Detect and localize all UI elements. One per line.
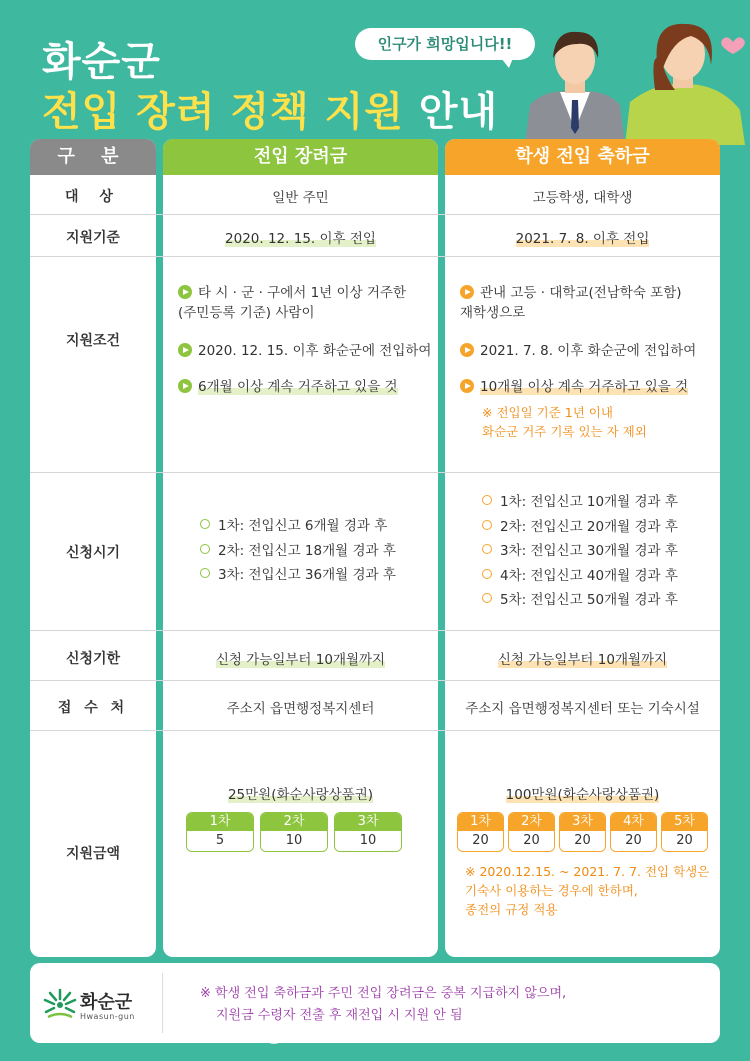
play-bullet-icon	[460, 379, 474, 393]
circle-bullet-icon	[482, 520, 492, 530]
row-divider	[30, 730, 720, 731]
installment-label: 3차	[335, 813, 401, 831]
condition-text: 관내 고등 · 대학교(전남학숙 포함) 재학생으로	[460, 285, 682, 321]
installment-box	[186, 812, 254, 852]
installment-label: 3차	[560, 813, 605, 831]
deadline-resident: 신청 가능일부터 10개월까지	[215, 652, 386, 668]
circle-bullet-icon	[482, 569, 492, 579]
amount-resident-wrap	[163, 783, 438, 803]
row-divider	[30, 630, 720, 631]
condition-item	[178, 283, 433, 323]
installment-box	[508, 812, 555, 852]
installment-value: 10	[335, 831, 401, 851]
title-highlight: 전입 장려 정책 지원	[42, 89, 404, 135]
installment-box	[559, 812, 606, 852]
basis-resident: 2020. 12. 15. 이후 전입	[225, 231, 376, 247]
timing-text: 1차: 전입신고 10개월 경과 후	[500, 494, 678, 510]
list-item	[200, 563, 396, 588]
row-label-office: 접 수 처	[57, 700, 129, 716]
installment-label: 1차	[187, 813, 253, 831]
list-item	[482, 564, 678, 589]
condition-item	[178, 377, 398, 397]
footer-divider	[162, 973, 163, 1033]
basis-student-wrap	[445, 227, 720, 247]
row-divider	[30, 256, 720, 257]
installment-value: 20	[458, 831, 503, 851]
logo-subtitle: Hwasun-gun	[80, 1012, 135, 1021]
installment-value: 5	[187, 831, 253, 851]
installment-box	[334, 812, 402, 852]
resident-header: 전입 장려금	[163, 139, 438, 175]
list-item	[482, 490, 678, 515]
condition-item	[460, 377, 688, 397]
play-bullet-icon	[178, 343, 192, 357]
condition-text: 10개월 이상 계속 거주하고 있을 것	[480, 379, 689, 395]
amount-student-wrap	[445, 783, 720, 803]
timing-student-list	[482, 490, 678, 613]
circle-bullet-icon	[482, 495, 492, 505]
amount-student-total: 100만원(화순사랑상품권)	[505, 787, 660, 803]
row-label-timing: 신청시기	[65, 545, 121, 561]
installment-value: 20	[509, 831, 554, 851]
installment-value: 10	[261, 831, 327, 851]
slogan-bubble: 인구가 희망입니다!!	[355, 28, 535, 60]
timing-text: 3차: 전입신고 30개월 경과 후	[500, 543, 678, 559]
list-item	[200, 514, 396, 539]
installment-box	[610, 812, 657, 852]
logo-name: 화순군	[80, 992, 133, 1013]
target-student: 고등학생, 대학생	[532, 190, 633, 206]
row-label-amount: 지원금액	[65, 846, 121, 862]
amount-note: ※ 2020.12.15. ~ 2021. 7. 7. 전입 학생은 기숙사 이용하는 경우에 한하며, 종전의 규정 적용	[465, 864, 710, 917]
deadline-resident-wrap	[163, 648, 438, 668]
installment-label: 2차	[509, 813, 554, 831]
people-illustration	[505, 20, 750, 145]
basis-student: 2021. 7. 8. 이후 전입	[515, 231, 650, 247]
circle-bullet-icon	[200, 519, 210, 529]
installment-label: 4차	[611, 813, 656, 831]
installment-box	[661, 812, 708, 852]
watermark: 화순군민신문	[290, 1022, 401, 1043]
circle-bullet-icon	[200, 568, 210, 578]
play-bullet-icon	[460, 343, 474, 357]
amount-resident-total: 25만원(화순사랑상품권)	[227, 787, 374, 803]
footer-note-line2: 지원금 수령자 전출 후 재전입 시 지원 안 됨	[216, 1008, 463, 1023]
condition-item	[460, 283, 715, 323]
office-resident: 주소지 읍면행정복지센터	[226, 701, 375, 717]
installment-label: 2차	[261, 813, 327, 831]
condition-text: 타 시 · 군 · 구에서 1년 이상 거주한 (주민등록 기준) 사람이	[178, 285, 406, 321]
footer-note-line1: ※ 학생 전입 축하금과 주민 전입 장려금은 중복 지급하지 않으며,	[200, 986, 567, 1001]
condition-text: 2021. 7. 8. 이후 화순군에 전입하여	[480, 343, 697, 359]
row-label-deadline: 신청기한	[65, 651, 121, 667]
timing-text: 2차: 전입신고 20개월 경과 후	[500, 518, 678, 535]
timing-text: 1차: 전입신고 6개월 경과 후	[218, 518, 388, 534]
row-divider	[30, 680, 720, 681]
circle-bullet-icon	[482, 544, 492, 554]
list-item	[482, 515, 678, 540]
installment-label: 1차	[458, 813, 503, 831]
installment-label: 5차	[662, 813, 707, 831]
list-item	[200, 539, 396, 564]
condition-item	[460, 341, 696, 361]
play-bullet-icon	[178, 285, 192, 299]
row-divider	[30, 214, 720, 215]
timing-text: 4차: 전입신고 40개월 경과 후	[500, 567, 678, 584]
installment-box	[457, 812, 504, 852]
condition-text: 6개월 이상 계속 거주하고 있을 것	[198, 379, 398, 395]
circle-bullet-icon	[482, 593, 492, 603]
timing-text: 5차: 전입신고 50개월 경과 후	[500, 592, 678, 608]
list-item	[482, 588, 678, 613]
play-bullet-icon	[460, 285, 474, 299]
row-label-conditions: 지원조건	[65, 333, 121, 349]
page-title-line2	[42, 80, 498, 137]
label-header: 구 분	[30, 139, 156, 175]
condition-item	[178, 341, 431, 361]
row-label-target: 대 상	[65, 189, 121, 205]
installment-value: 20	[560, 831, 605, 851]
list-item	[482, 539, 678, 564]
timing-resident-list	[200, 514, 396, 588]
deadline-student: 신청 가능일부터 10개월까지	[497, 652, 668, 668]
row-label-basis: 지원기준	[65, 230, 121, 246]
deadline-student-wrap	[445, 648, 720, 668]
watermark-icon	[262, 1020, 286, 1044]
circle-bullet-icon	[200, 544, 210, 554]
condition-note: ※ 전입일 기준 1년 이내 화순군 거주 기록 있는 자 제외	[482, 405, 647, 439]
title-rest: 안내	[403, 89, 499, 135]
condition-text: 2020. 12. 15. 이후 화순군에 전입하여	[198, 343, 432, 359]
installment-value: 20	[611, 831, 656, 851]
timing-text: 3차: 전입신고 36개월 경과 후	[218, 567, 396, 583]
timing-text: 2차: 전입신고 18개월 경과 후	[218, 542, 396, 559]
installment-value: 20	[662, 831, 707, 851]
installment-box	[260, 812, 328, 852]
play-bullet-icon	[178, 379, 192, 393]
office-student: 주소지 읍면행정복지센터 또는 기숙시설	[465, 701, 700, 717]
page-title-line1: 화순군	[42, 39, 161, 85]
target-resident: 일반 주민	[272, 190, 329, 206]
basis-resident-wrap	[163, 227, 438, 247]
student-header: 학생 전입 축하금	[445, 139, 720, 175]
row-divider	[30, 472, 720, 473]
